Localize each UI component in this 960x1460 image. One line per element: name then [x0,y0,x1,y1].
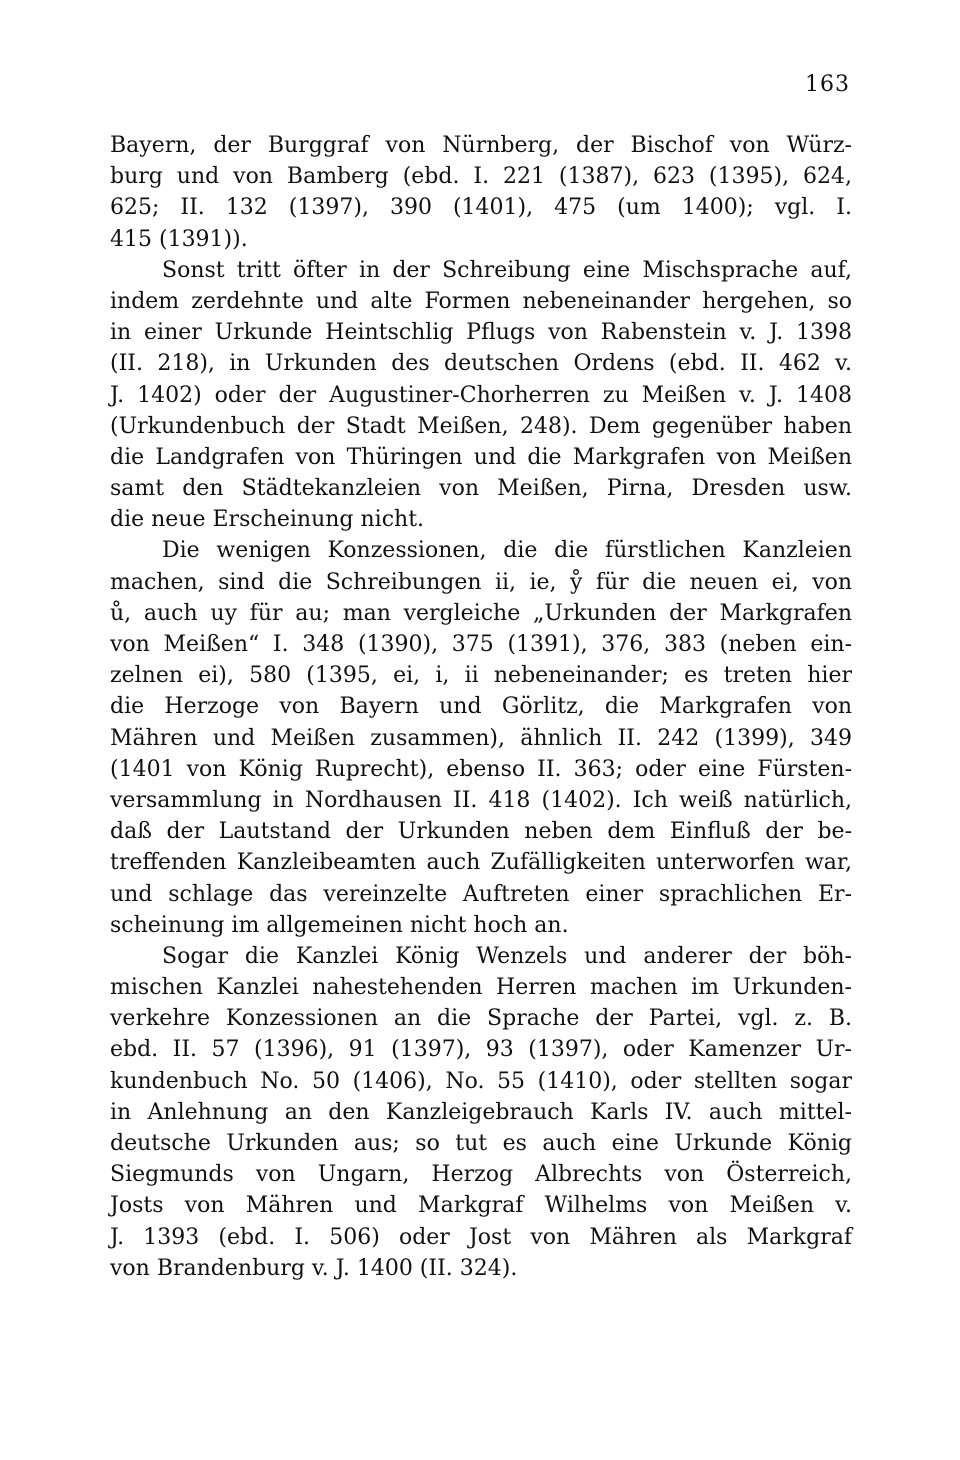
text-line: (Urkundenbuch der Stadt Meißen, 248). Dem gegenüber haben [110,413,852,439]
text-line: mischen Kanzlei nahestehenden Herren machen im Urkunden- [110,975,852,1001]
text-line: Bayern, der Burggraf von Nürnberg, der Bischof von Würz- [110,133,852,158]
text-line: deutsche Urkunden aus; so tut es auch eine Urkunde König [110,1131,852,1156]
body-text [110,130,852,1284]
text-line: ů, auch uy für au; man vergleiche „Urkunden der Markgrafen [110,600,852,626]
text-line: 625; II. 132 (1397), 390 (1401), 475 (um 1400); vgl. I. [110,195,852,221]
text-line: zelnen ei), 580 (1395, ei, i, ii nebeneinander; es treten hier [110,663,852,689]
text-line: (II. 218), in Urkunden des deutschen Ordens (ebd. II. 462 v. [110,351,852,377]
text-line: burg und von Bamberg (ebd. I. 221 (1387), 623 (1395), 624, [110,164,852,190]
paragraph [110,941,852,1284]
text-line: kundenbuch No. 50 (1406), No. 55 (1410), oder stellten sogar [110,1068,852,1094]
paragraph [110,535,852,940]
text-line: Sogar die Kanzlei König Wenzels und anderer der böh- [162,943,852,969]
text-line: verkehre Konzessionen an die Sprache der Partei, vgl. z. B. [110,1006,852,1032]
text-line: 415 (1391)). [110,226,248,252]
paragraph [110,255,852,536]
text-line: die Herzoge von Bayern und Görlitz, die Markgrafen von [110,694,852,720]
text-line: die neue Erscheinung nicht. [110,507,425,533]
text-line: J. 1402) oder der Augustiner-Chorherren zu Meißen v. J. 1408 [110,382,852,408]
paragraph [110,130,852,255]
page-number: 163 [805,72,850,97]
text-line: scheinung im allgemeinen nicht hoch an. [110,912,569,938]
text-line: indem zerdehnte und alte Formen nebeneinander hergehen, so [110,288,852,314]
text-line: ebd. II. 57 (1396), 91 (1397), 93 (1397), oder Kamenzer Ur- [110,1037,852,1063]
text-line: Die wenigen Konzessionen, die die fürstlichen Kanzleien [162,538,852,564]
text-line: treffenden Kanzleibeamten auch Zufälligkeiten unterworfen war, [110,850,852,876]
text-line: in Anlehnung an den Kanzleigebrauch Karls IV. auch mittel- [110,1099,852,1125]
text-line: Mähren und Meißen zusammen), ähnlich II. 242 (1399), 349 [110,725,852,751]
text-line: versammlung in Nordhausen II. 418 (1402). Ich weiß natürlich, [110,787,852,813]
text-line: von Meißen“ I. 348 (1390), 375 (1391), 376, 383 (neben ein- [110,632,852,657]
text-line: Sonst tritt öfter in der Schreibung eine Mischsprache auf, [162,257,852,283]
text-line: in einer Urkunde Heintschlig Pflugs von Rabenstein v. J. 1398 [110,320,852,346]
text-line: (1401 von König Ruprecht), ebenso II. 363; oder eine Fürsten- [110,756,852,782]
text-line: Josts von Mähren und Markgraf Wilhelms von Meißen v. [110,1193,852,1219]
text-line: und schlage das vereinzelte Auftreten einer sprachlichen Er- [110,881,852,907]
text-line: Siegmunds von Ungarn, Herzog Albrechts von Österreich, [110,1162,852,1188]
text-line: J. 1393 (ebd. I. 506) oder Jost von Mähren als Markgraf [110,1224,852,1250]
text-line: die Landgrafen von Thüringen und die Markgrafen von Meißen [110,444,852,470]
text-line: daß der Lautstand der Urkunden neben dem Einfluß der be- [110,819,852,845]
text-line: machen, sind die Schreibungen ii, ie, ẙ für die neuen ei, von [110,569,852,595]
text-line: samt den Städtekanzleien von Meißen, Pirna, Dresden usw. [110,476,852,502]
text-line: von Brandenburg v. J. 1400 (II. 324). [110,1255,518,1281]
